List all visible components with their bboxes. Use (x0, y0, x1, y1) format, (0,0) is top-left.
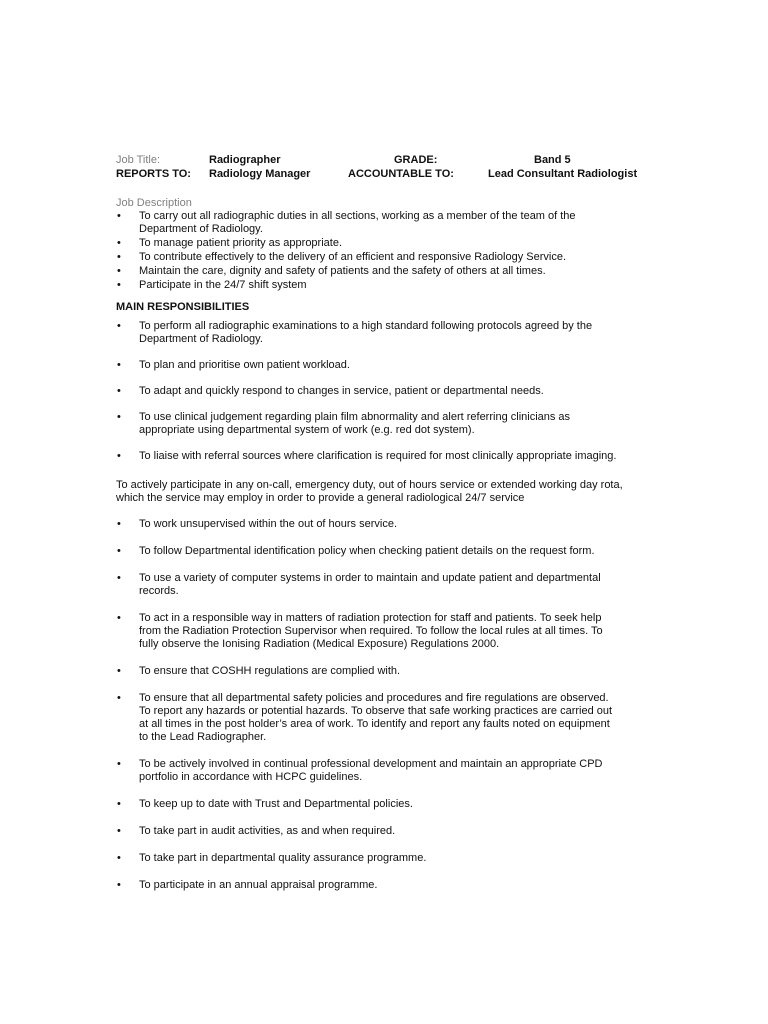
bullet-icon: • (117, 852, 121, 864)
text-line: To use a variety of computer systems in order to maintain and update patient and departmental (139, 572, 601, 584)
bullet-icon: • (117, 210, 121, 222)
list-item (0, 798, 639, 811)
bullet-icon: • (117, 279, 121, 291)
list-item (0, 320, 639, 346)
list-item-text (139, 545, 595, 557)
list-item-text (139, 825, 395, 837)
list-item (0, 665, 639, 678)
list-item-text (139, 450, 616, 462)
text-line: Participate in the 24/7 shift system (139, 279, 307, 291)
list-item (0, 265, 639, 278)
bullet-icon: • (117, 798, 121, 810)
text-line: To plan and prioritise own patient workload. (139, 359, 350, 371)
text-line: To ensure that COSHH regulations are complied with. (139, 665, 401, 677)
list-item (0, 518, 639, 531)
on-call-paragraph (116, 479, 666, 505)
bullet-icon: • (117, 320, 121, 332)
list-item-text (139, 385, 544, 397)
list-item (0, 385, 639, 398)
list-item-text (139, 320, 592, 345)
reports-to-value: Radiology Manager (209, 168, 311, 180)
list-item (0, 237, 639, 250)
bullet-icon: • (117, 758, 121, 770)
list-item (0, 359, 639, 372)
list-item (0, 450, 639, 463)
text-line: To liaise with referral sources where clarification is required for most clinically appropriate imaging. (139, 450, 617, 462)
bullet-icon: • (117, 385, 121, 397)
bullet-icon: • (117, 879, 121, 891)
list-item-text (139, 251, 566, 263)
bullet-icon: • (117, 825, 121, 837)
grade-value: Band 5 (534, 154, 571, 166)
list-item-text (139, 852, 426, 864)
list-item (0, 411, 639, 437)
text-line: To participate in an annual appraisal programme. (139, 879, 378, 891)
bullet-icon: • (117, 359, 121, 371)
header-row-1 (0, 154, 768, 168)
text-line: to the Lead Radiographer. (139, 731, 267, 743)
list-item-text (139, 265, 546, 277)
list-item (0, 572, 639, 598)
bullet-icon: • (117, 265, 121, 277)
list-item-text (139, 879, 377, 891)
text-line: which the service may employ in order to provide a general radiological 24/7 service (116, 492, 525, 504)
text-line: from the Radiation Protection Supervisor when required. To follow the local rules at all times. To (139, 625, 603, 637)
list-item (0, 825, 639, 838)
list-item (0, 210, 639, 236)
list-item (0, 852, 639, 865)
text-line: To work unsupervised within the out of hours service. (139, 518, 398, 530)
list-item-text (139, 798, 413, 810)
text-line: To follow Departmental identification policy when checking patient details on the request form. (139, 545, 595, 557)
text-line: To ensure that all departmental safety policies and procedures and fire regulations are observed. (139, 692, 609, 704)
bullet-icon: • (117, 692, 121, 704)
list-item (0, 251, 639, 264)
text-line: at all times in the post holder’s area of work. To identify and report any faults noted on equipment (139, 718, 610, 730)
text-line: appropriate using departmental system of work (e.g. red dot system). (139, 424, 475, 436)
text-line: To take part in audit activities, as and when required. (139, 825, 396, 837)
bullet-icon: • (117, 237, 121, 249)
list-item (0, 545, 639, 558)
list-item-text (139, 758, 603, 783)
header-row-2 (0, 168, 768, 182)
job-title-label: Job Title: (116, 154, 161, 166)
accountable-to-value: Lead Consultant Radiologist (488, 168, 638, 180)
reports-to-label: REPORTS TO: (116, 168, 191, 180)
bullet-icon: • (117, 411, 121, 423)
bullet-icon: • (117, 450, 121, 462)
list-item-text (139, 518, 397, 530)
text-line: Maintain the care, dignity and safety of patients and the safety of others at all times. (139, 265, 546, 277)
list-item-text (139, 411, 570, 436)
text-line: To report any hazards or potential hazards. To observe that safe working practices are carried out (139, 705, 613, 717)
list-item-text (139, 237, 342, 249)
list-item-text (139, 210, 576, 235)
responsibilities-list-a (0, 320, 768, 476)
bullet-icon: • (117, 518, 121, 530)
text-line: To keep up to date with Trust and Departmental policies. (139, 798, 413, 810)
job-description-list (0, 210, 768, 293)
list-item-text (139, 359, 350, 371)
text-line: To use clinical judgement regarding plain film abnormality and alert referring clinicians as (139, 411, 571, 423)
bullet-icon: • (117, 665, 121, 677)
responsibilities-list-b (0, 518, 768, 906)
text-line: To perform all radiographic examinations to a high standard following protocols agreed by the (139, 320, 593, 332)
bullet-icon: • (117, 572, 121, 584)
text-line: To contribute effectively to the delivery of an efficient and responsive Radiology Service. (139, 251, 567, 263)
text-line: To carry out all radiographic duties in all sections, working as a member of the team of the (139, 210, 576, 222)
bullet-icon: • (117, 612, 121, 624)
list-item (0, 612, 639, 651)
list-item-text (139, 692, 612, 743)
text-line: To act in a responsible way in matters of radiation protection for staff and patients. To seek help (139, 612, 602, 624)
list-item-text (139, 572, 601, 597)
list-item-text (139, 279, 307, 291)
bullet-icon: • (117, 251, 121, 263)
text-line: To manage patient priority as appropriate. (139, 237, 343, 249)
job-description-heading: Job Description (116, 197, 192, 209)
text-line: fully observe the Ionising Radiation (Medical Exposure) Regulations 2000. (139, 638, 500, 650)
text-line: To actively participate in any on-call, emergency duty, out of hours service or extended working day rota, (116, 479, 623, 491)
bullet-icon: • (117, 545, 121, 557)
job-title-value: Radiographer (209, 154, 281, 166)
list-item (0, 692, 639, 744)
text-line: To adapt and quickly respond to changes in service, patient or departmental needs. (139, 385, 544, 397)
accountable-to-label: ACCOUNTABLE TO: (348, 168, 454, 180)
text-line: To be actively involved in continual professional development and maintain an appropriate CPD (139, 758, 603, 770)
text-line: Department of Radiology. (139, 333, 263, 345)
list-item (0, 279, 639, 292)
list-item-text (139, 612, 603, 650)
text-line: records. (139, 585, 179, 597)
list-item (0, 879, 639, 892)
list-item (0, 758, 639, 784)
text-line: To take part in departmental quality assurance programme. (139, 852, 427, 864)
grade-label: GRADE: (394, 154, 438, 166)
list-item-text (139, 665, 400, 677)
text-line: Department of Radiology. (139, 223, 263, 235)
main-responsibilities-heading: MAIN RESPONSIBILITIES (116, 301, 250, 313)
text-line: portfolio in accordance with HCPC guidelines. (139, 771, 363, 783)
